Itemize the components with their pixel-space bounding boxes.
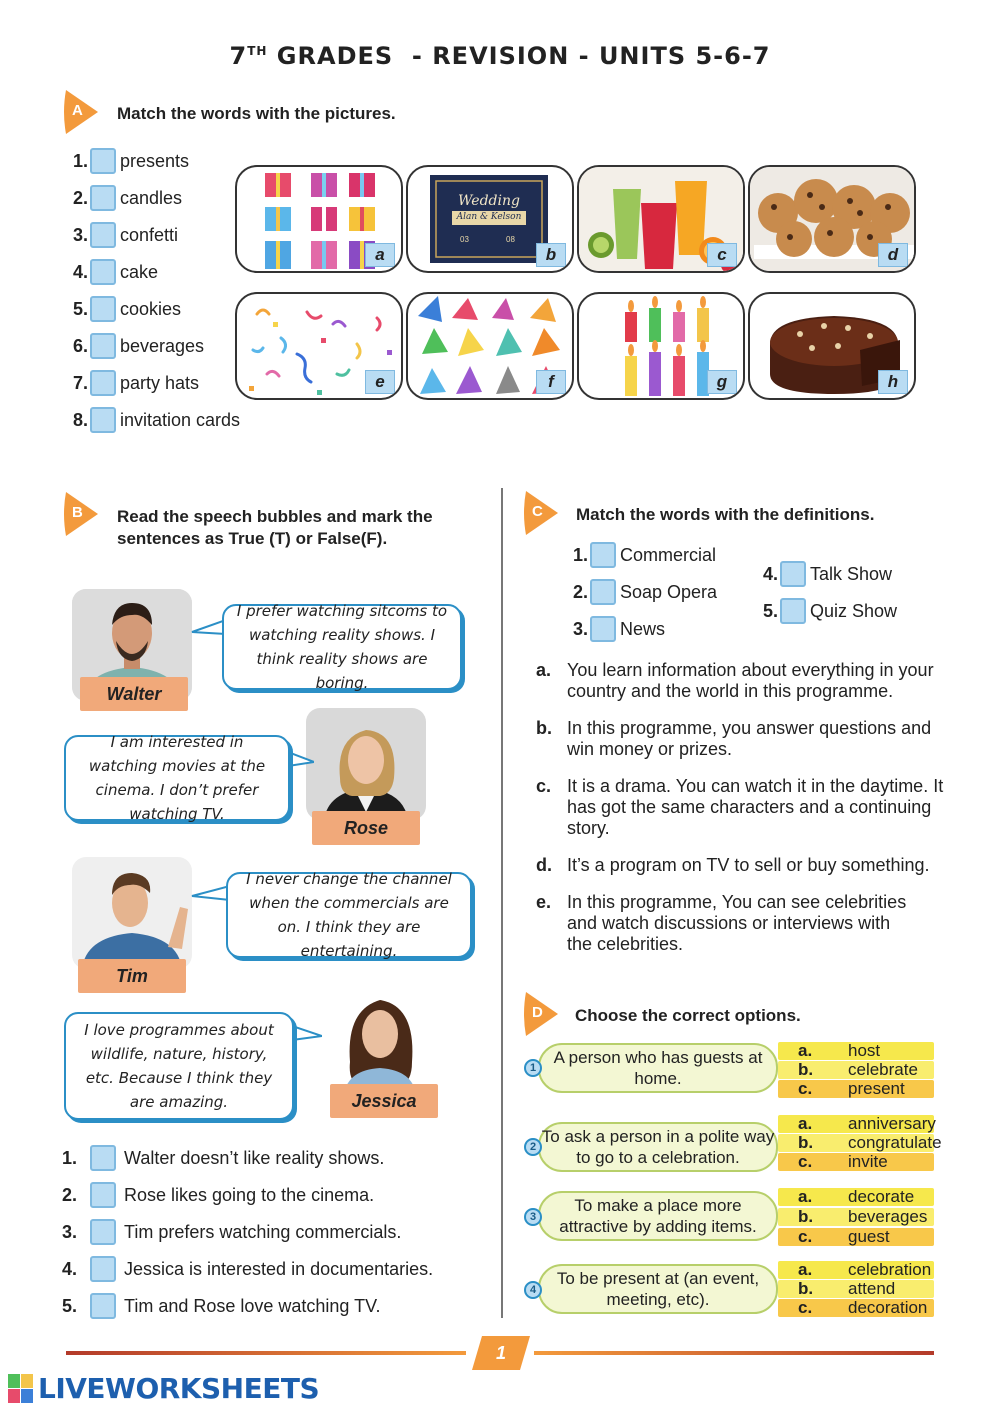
answer-box[interactable] xyxy=(590,542,616,568)
option-answer[interactable]: c. invite xyxy=(778,1153,934,1171)
picture-letter: f xyxy=(536,370,566,394)
answer-box[interactable] xyxy=(90,1293,116,1319)
picture-confetti xyxy=(235,292,403,400)
list-item: 2. Soap Opera xyxy=(570,579,717,605)
picture-letter: g xyxy=(707,370,737,394)
speech-bubble-walter: I prefer watching sitcoms to watching reality shows. I think reality shows are boring. xyxy=(222,604,462,690)
answer-box[interactable] xyxy=(90,1182,116,1208)
statement-row: 4. Jessica is interested in documentaries. xyxy=(62,1256,433,1282)
page-title: 7TH GRADES - REVISION - UNITS 5-6-7 xyxy=(229,42,771,70)
list-item: 5. cookies xyxy=(70,296,181,322)
question-number: 1 xyxy=(524,1059,542,1077)
picture-letter: b xyxy=(536,243,566,267)
statement-row: 5. Tim and Rose love watching TV. xyxy=(62,1293,380,1319)
section-b-badge: B xyxy=(62,492,98,536)
avatar-jessica xyxy=(320,982,440,1094)
list-item: 4. cake xyxy=(70,259,158,285)
speech-bubble-tim: I never change the channel when the commercials are on. I think they are entertaining. xyxy=(226,872,472,958)
name-tag-jessica: Jessica xyxy=(330,1084,438,1118)
avatar-rose xyxy=(306,708,426,820)
question-number: 2 xyxy=(524,1138,542,1156)
option-question: A person who has guests at home. xyxy=(538,1043,778,1093)
picture-letter: e xyxy=(365,370,395,394)
picture-cookies xyxy=(748,165,916,273)
footer-line-left xyxy=(66,1351,466,1355)
answer-box[interactable] xyxy=(90,1256,116,1282)
answer-box[interactable] xyxy=(590,579,616,605)
name-tag-rose: Rose xyxy=(312,811,420,845)
bubble-tail xyxy=(288,750,314,770)
picture-cake xyxy=(748,292,916,400)
name-tag-tim: Tim xyxy=(78,959,186,993)
speech-bubble-rose: I am interested in watching movies at the cinema. I don’t prefer watching TV. xyxy=(64,735,290,821)
definition-item: b. In this programme, you answer questions and win money or prizes. xyxy=(536,718,932,759)
option-answer[interactable]: b. beverages xyxy=(778,1208,934,1226)
liveworksheets-logo xyxy=(8,1372,319,1405)
list-item: 1. Commercial xyxy=(570,542,716,568)
answer-box[interactable] xyxy=(590,616,616,642)
picture-beverages xyxy=(577,165,745,273)
option-answer[interactable]: a. decorate xyxy=(778,1188,934,1206)
question-number: 3 xyxy=(524,1208,542,1226)
answer-box[interactable] xyxy=(90,1145,116,1171)
picture-presents xyxy=(235,165,403,273)
option-question: To make a place more attractive by adding items. xyxy=(538,1191,778,1241)
question-number: 4 xyxy=(524,1281,542,1299)
answer-box[interactable] xyxy=(90,148,116,174)
definition-item: a. You learn information about everything in your country and the world in this programme. xyxy=(536,660,934,701)
invitation-card-number: 08 xyxy=(506,235,515,244)
answer-box[interactable] xyxy=(90,185,116,211)
list-item: 3. News xyxy=(570,616,665,642)
section-d-instruction: Choose the correct options. xyxy=(575,1006,801,1025)
statement-row: 3. Tim prefers watching commercials. xyxy=(62,1219,401,1245)
statement-row: 1. Walter doesn’t like reality shows. xyxy=(62,1145,384,1171)
picture-letter: c xyxy=(707,243,737,267)
picture-letter: a xyxy=(365,243,395,267)
picture-letter: h xyxy=(878,370,908,394)
option-question: To ask a person in a polite way to go to a celebration. xyxy=(538,1122,778,1172)
definition-item: d. It’s a program on TV to sell or buy something. xyxy=(536,855,930,875)
bubble-tail xyxy=(292,1024,322,1044)
invitation-card-number: 03 xyxy=(460,235,469,244)
column-divider xyxy=(501,488,503,1318)
section-a-badge: A xyxy=(62,90,98,134)
list-item: 1. presents xyxy=(70,148,189,174)
answer-box[interactable] xyxy=(90,370,116,396)
picture-letter: d xyxy=(878,243,908,267)
answer-box[interactable] xyxy=(780,561,806,587)
option-answer[interactable]: a. anniversary xyxy=(778,1115,934,1133)
option-answer[interactable]: c. guest xyxy=(778,1228,934,1246)
answer-box[interactable] xyxy=(780,598,806,624)
statement-row: 2. Rose likes going to the cinema. xyxy=(62,1182,374,1208)
picture-candles xyxy=(577,292,745,400)
section-d-badge: D xyxy=(522,992,558,1036)
definitions-list xyxy=(536,660,956,971)
footer-line-right xyxy=(534,1351,934,1355)
answer-box[interactable] xyxy=(90,259,116,285)
list-item: 5. Quiz Show xyxy=(760,598,897,624)
list-item: 7. party hats xyxy=(70,370,199,396)
answer-box[interactable] xyxy=(90,222,116,248)
definition-item: e. In this programme, You can see celebrities and watch discussions or interviews with the celebrities. xyxy=(536,892,907,954)
picture-party-hats xyxy=(406,292,574,400)
section-a-instruction: Match the words with the pictures. xyxy=(117,104,396,123)
list-item: 2. candles xyxy=(70,185,182,211)
section-b-instruction: Read the speech bubbles and mark the sentences as True (T) or False(F). xyxy=(117,507,433,548)
avatar-tim xyxy=(72,857,192,969)
invitation-card-title: Wedding xyxy=(458,193,520,209)
definition-item: c. It is a drama. You can watch it in the daytime. It has got the same characters and a continuing story. xyxy=(536,776,944,838)
list-item: 4. Talk Show xyxy=(760,561,892,587)
logo-text: LIVEWORKSHEETS xyxy=(38,1372,320,1405)
name-tag-walter: Walter xyxy=(80,677,188,711)
option-answer[interactable]: a. host xyxy=(778,1042,934,1060)
option-answer[interactable]: b. congratulate xyxy=(778,1134,934,1152)
picture-invitation-card xyxy=(406,165,574,273)
section-c-badge: C xyxy=(522,491,558,535)
option-answer[interactable]: a. celebration xyxy=(778,1261,934,1279)
list-item: 8. invitation cards xyxy=(70,407,240,433)
section-c-instruction: Match the words with the definitions. xyxy=(576,505,875,524)
bubble-tail xyxy=(190,884,230,904)
speech-bubble-jessica: I love programmes about wildlife, nature, history, etc. Because I think they are amazing. xyxy=(64,1012,294,1120)
answer-box[interactable] xyxy=(90,296,116,322)
option-answer[interactable]: b. celebrate xyxy=(778,1061,934,1079)
answer-box[interactable] xyxy=(90,407,116,433)
invitation-card-names: Alan & Kelson xyxy=(456,212,522,222)
page-number-badge: 1 xyxy=(472,1336,530,1370)
option-question: To be present at (an event, meeting, etc). xyxy=(538,1264,778,1314)
logo-mark-icon xyxy=(8,1374,34,1404)
option-answer[interactable]: c. present xyxy=(778,1080,934,1098)
bubble-tail xyxy=(190,618,226,638)
list-item: 6. beverages xyxy=(70,333,204,359)
option-answer[interactable]: b. attend xyxy=(778,1280,934,1298)
answer-box[interactable] xyxy=(90,333,116,359)
answer-box[interactable] xyxy=(90,1219,116,1245)
option-answer[interactable]: c. decoration xyxy=(778,1299,934,1317)
list-item: 3. confetti xyxy=(70,222,178,248)
